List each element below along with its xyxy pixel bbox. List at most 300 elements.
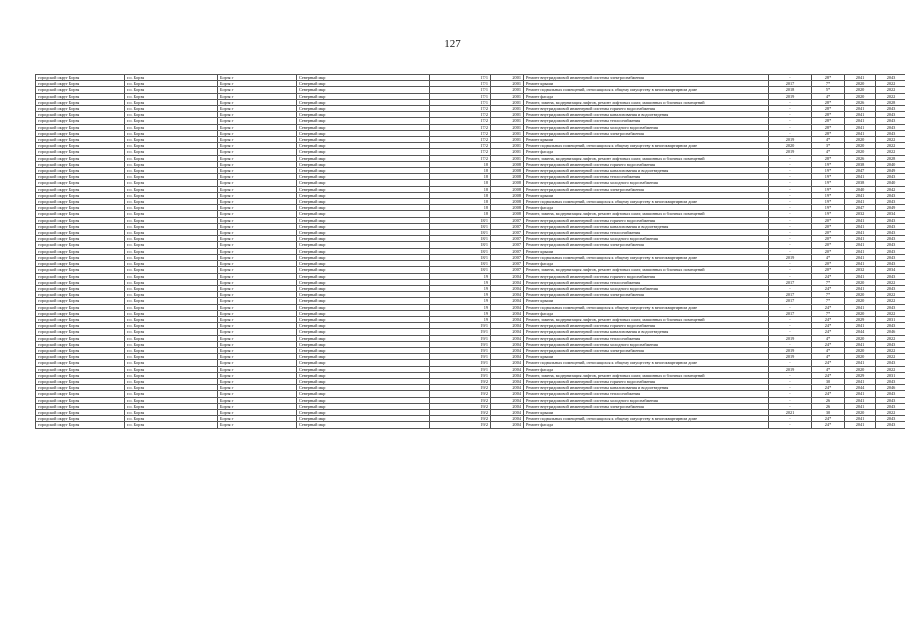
table-cell: Ремонт внутридомовой инженерной системы канализования и водоотведения bbox=[524, 112, 769, 118]
table-cell: Северный мкр bbox=[297, 347, 430, 353]
table-cell: 2001 bbox=[491, 118, 524, 124]
table-cell: - bbox=[769, 261, 812, 267]
table-cell: 19* bbox=[812, 161, 845, 167]
table-cell: 2049 bbox=[876, 205, 905, 211]
table-cell: 19* bbox=[812, 205, 845, 211]
table-cell: 2019 bbox=[769, 335, 812, 341]
table-cell: Борзя г bbox=[218, 112, 297, 118]
table-cell: 2041 bbox=[845, 285, 876, 291]
table-cell: 2020 bbox=[845, 81, 876, 87]
table-cell: городской округ Борзя bbox=[36, 242, 125, 248]
table-cell: 2038 bbox=[845, 161, 876, 167]
table-cell: городской округ Борзя bbox=[36, 285, 125, 291]
table-cell: городской округ Борзя bbox=[36, 217, 125, 223]
table-cell: 2043 bbox=[876, 397, 905, 403]
table-cell: 2043 bbox=[876, 254, 905, 260]
table-cell: 2043 bbox=[876, 304, 905, 310]
table-cell: г.о. Борзя bbox=[125, 403, 218, 409]
table-cell: 2004 bbox=[491, 316, 524, 322]
table-cell: 2022 bbox=[876, 298, 905, 304]
table-cell: Северный мкр bbox=[297, 267, 430, 273]
table-cell: Ремонт подвальных помещений, относящихся к общему имуществу в многоквартирном доме bbox=[524, 254, 769, 260]
table-cell: городской округ Борзя bbox=[36, 292, 125, 298]
table-cell: г.о. Борзя bbox=[125, 81, 218, 87]
table-cell: 19/1 bbox=[430, 341, 491, 347]
table-cell: г.о. Борзя bbox=[125, 223, 218, 229]
table-cell: 19 bbox=[430, 298, 491, 304]
table-cell: Борзя г bbox=[218, 118, 297, 124]
table-cell: 2004 bbox=[491, 378, 524, 384]
table-cell: Северный мкр bbox=[297, 161, 430, 167]
table-cell: городской округ Борзя bbox=[36, 416, 125, 422]
table-cell: городской округ Борзя bbox=[36, 385, 125, 391]
table-cell: городской округ Борзя bbox=[36, 155, 125, 161]
table-cell: г.о. Борзя bbox=[125, 261, 218, 267]
table-cell: 2043 bbox=[876, 422, 905, 428]
table-cell: Борзя г bbox=[218, 174, 297, 180]
table-cell: 24* bbox=[812, 273, 845, 279]
table-cell: 2043 bbox=[876, 248, 905, 254]
table-cell: 18/1 bbox=[430, 248, 491, 254]
table-cell: 24* bbox=[812, 341, 845, 347]
table-cell: 2047 bbox=[845, 168, 876, 174]
table-cell: 18/1 bbox=[430, 254, 491, 260]
table-cell: 2020 bbox=[845, 137, 876, 143]
table-cell: 2020 bbox=[769, 143, 812, 149]
table-cell: 19* bbox=[812, 174, 845, 180]
table-cell: г.о. Борзя bbox=[125, 217, 218, 223]
table-cell: 2022 bbox=[876, 292, 905, 298]
table-cell: 2020 bbox=[845, 143, 876, 149]
table-cell: 2041 bbox=[845, 304, 876, 310]
table-cell: 20* bbox=[812, 236, 845, 242]
table-cell: Борзя г bbox=[218, 93, 297, 99]
table-cell: Северный мкр bbox=[297, 341, 430, 347]
table-cell: Борзя г bbox=[218, 223, 297, 229]
table-cell: 4* bbox=[812, 347, 845, 353]
table-cell: 19 bbox=[430, 279, 491, 285]
table-cell: г.о. Борзя bbox=[125, 124, 218, 130]
table-cell: городской округ Борзя bbox=[36, 192, 125, 198]
table-cell: Северный мкр bbox=[297, 143, 430, 149]
table-cell: 2041 bbox=[845, 341, 876, 347]
table-cell: Северный мкр bbox=[297, 310, 430, 316]
table-cell: 2043 bbox=[876, 236, 905, 242]
table-cell: г.о. Борзя bbox=[125, 391, 218, 397]
table-cell: 7* bbox=[812, 279, 845, 285]
table-cell: 4* bbox=[812, 93, 845, 99]
table-cell: 2017 bbox=[769, 292, 812, 298]
table-cell: 19/1 bbox=[430, 354, 491, 360]
table-cell: городской округ Борзя bbox=[36, 211, 125, 217]
table-cell: Ремонт крыши bbox=[524, 81, 769, 87]
table-cell: городской округ Борзя bbox=[36, 360, 125, 366]
table-cell: 2019 bbox=[769, 354, 812, 360]
table-cell: Ремонт внутридомовой инженерной системы теплоснабжения bbox=[524, 335, 769, 341]
table-cell: Ремонт фасада bbox=[524, 93, 769, 99]
table-cell: городской округ Борзя bbox=[36, 199, 125, 205]
table-cell: 2041 bbox=[845, 106, 876, 112]
table-cell: городской округ Борзя bbox=[36, 99, 125, 105]
table-cell: Северный мкр bbox=[297, 186, 430, 192]
table-cell: Ремонт внутридомовой инженерной системы теплоснабжения bbox=[524, 279, 769, 285]
table-cell: Северный мкр bbox=[297, 155, 430, 161]
table-cell: Борзя г bbox=[218, 130, 297, 136]
table-cell: 2001 bbox=[491, 155, 524, 161]
table-cell: - bbox=[769, 304, 812, 310]
table-cell: Ремонт крыши bbox=[524, 192, 769, 198]
table-cell: Ремонт крыши bbox=[524, 409, 769, 415]
table-cell: 2007 bbox=[491, 242, 524, 248]
table-cell: 2041 bbox=[845, 217, 876, 223]
table-cell: Северный мкр bbox=[297, 211, 430, 217]
table-cell: Борзя г bbox=[218, 422, 297, 428]
table-cell: 28* bbox=[812, 124, 845, 130]
table-cell: Северный мкр bbox=[297, 323, 430, 329]
table-cell: 2041 bbox=[845, 403, 876, 409]
table-cell: 2001 bbox=[491, 137, 524, 143]
table-cell: - bbox=[769, 422, 812, 428]
table-cell: Северный мкр bbox=[297, 254, 430, 260]
table-cell: Борзя г bbox=[218, 99, 297, 105]
table-cell: Борзя г bbox=[218, 261, 297, 267]
table-cell: Борзя г bbox=[218, 335, 297, 341]
table-cell: 2020 bbox=[845, 347, 876, 353]
table-cell: 2043 bbox=[876, 285, 905, 291]
table-cell: 2043 bbox=[876, 378, 905, 384]
table-cell: - bbox=[769, 378, 812, 384]
table-cell: 18 bbox=[430, 180, 491, 186]
table-cell: 2034 bbox=[876, 267, 905, 273]
table-cell: 2041 bbox=[845, 248, 876, 254]
table-cell: Северный мкр bbox=[297, 298, 430, 304]
table-cell: 18 bbox=[430, 174, 491, 180]
table-cell: 2026 bbox=[845, 99, 876, 105]
table-cell: городской округ Борзя bbox=[36, 261, 125, 267]
table-cell: городской округ Борзя bbox=[36, 124, 125, 130]
table-cell: Борзя г bbox=[218, 254, 297, 260]
table-cell: 2018 bbox=[769, 87, 812, 93]
table-cell: 18/1 bbox=[430, 230, 491, 236]
table-cell: Ремонт внутридомовой инженерной системы электроснабжения bbox=[524, 403, 769, 409]
table-cell: 19/1 bbox=[430, 335, 491, 341]
table-cell: 4* bbox=[812, 366, 845, 372]
table-cell: 18 bbox=[430, 211, 491, 217]
table-cell: Борзя г bbox=[218, 273, 297, 279]
table-cell: г.о. Борзя bbox=[125, 149, 218, 155]
table-cell: 19 bbox=[430, 285, 491, 291]
table-cell: 2041 bbox=[845, 422, 876, 428]
table-cell: городской округ Борзя bbox=[36, 279, 125, 285]
table-cell: 2017 bbox=[769, 81, 812, 87]
table-cell: г.о. Борзя bbox=[125, 211, 218, 217]
table-cell: 2041 bbox=[845, 236, 876, 242]
table-cell: Северный мкр bbox=[297, 292, 430, 298]
table-cell: г.о. Борзя bbox=[125, 341, 218, 347]
table-cell: Северный мкр bbox=[297, 81, 430, 87]
table-cell: 2004 bbox=[491, 298, 524, 304]
table-cell: - bbox=[769, 397, 812, 403]
table-cell: 2041 bbox=[845, 397, 876, 403]
table-cell: Борзя г bbox=[218, 192, 297, 198]
table-cell: Борзя г bbox=[218, 298, 297, 304]
table-cell: 2020 bbox=[845, 354, 876, 360]
table-cell: 2043 bbox=[876, 391, 905, 397]
table-cell: Ремонт внутридомовой инженерной системы электроснабжения bbox=[524, 347, 769, 353]
table-cell: 2004 bbox=[491, 285, 524, 291]
table-cell: Борзя г bbox=[218, 323, 297, 329]
table-cell: Ремонт внутридомовой инженерной системы холодного водоснабжения bbox=[524, 124, 769, 130]
table-body bbox=[36, 75, 905, 429]
table-cell: - bbox=[769, 186, 812, 192]
table-cell: 2022 bbox=[876, 143, 905, 149]
table-cell: - bbox=[769, 416, 812, 422]
table-cell: 18/1 bbox=[430, 261, 491, 267]
table-cell: 24* bbox=[812, 329, 845, 335]
table-cell: 2041 bbox=[845, 112, 876, 118]
table-cell: Северный мкр bbox=[297, 130, 430, 136]
table-cell: г.о. Борзя bbox=[125, 397, 218, 403]
table-cell: г.о. Борзя bbox=[125, 174, 218, 180]
table-cell: Северный мкр bbox=[297, 106, 430, 112]
table-cell: Северный мкр bbox=[297, 416, 430, 422]
table-cell: городской округ Борзя bbox=[36, 112, 125, 118]
table-cell: 2032 bbox=[845, 211, 876, 217]
table-cell: 4* bbox=[812, 254, 845, 260]
table-cell: городской округ Борзя bbox=[36, 316, 125, 322]
table-cell: городской округ Борзя bbox=[36, 168, 125, 174]
table-cell: Северный мкр bbox=[297, 118, 430, 124]
table-cell: 18 bbox=[430, 186, 491, 192]
table-cell: г.о. Борзя bbox=[125, 186, 218, 192]
table-cell: - bbox=[769, 360, 812, 366]
table-cell: 2007 bbox=[491, 254, 524, 260]
table-cell: 28* bbox=[812, 99, 845, 105]
table-cell: 19/1 bbox=[430, 372, 491, 378]
table-cell: - bbox=[769, 174, 812, 180]
table-cell: 18/1 bbox=[430, 236, 491, 242]
table-cell: Северный мкр bbox=[297, 273, 430, 279]
table-cell: Борзя г bbox=[218, 416, 297, 422]
table-cell: Северный мкр bbox=[297, 279, 430, 285]
table-cell: 2041 bbox=[845, 360, 876, 366]
table-cell: 2043 bbox=[876, 416, 905, 422]
table-cell: 2004 bbox=[491, 335, 524, 341]
table-cell: 24* bbox=[812, 316, 845, 322]
table-cell: 2049 bbox=[876, 168, 905, 174]
table-cell: 2041 bbox=[845, 323, 876, 329]
table-cell: Северный мкр bbox=[297, 422, 430, 428]
table-cell: 28* bbox=[812, 130, 845, 136]
table-cell: 2041 bbox=[845, 391, 876, 397]
table-cell: 2041 bbox=[845, 230, 876, 236]
table-cell: 19 bbox=[430, 316, 491, 322]
table-cell: - bbox=[769, 391, 812, 397]
table-cell: 2007 bbox=[491, 217, 524, 223]
table-cell: Северный мкр bbox=[297, 378, 430, 384]
table-cell: Северный мкр bbox=[297, 316, 430, 322]
table-cell: 2020 bbox=[845, 149, 876, 155]
table-cell: Борзя г bbox=[218, 285, 297, 291]
table-cell: 2008 bbox=[491, 205, 524, 211]
table-cell: городской округ Борзя bbox=[36, 118, 125, 124]
table-cell: Ремонт внутридомовой инженерной системы горячего водоснабжения bbox=[524, 378, 769, 384]
table-cell: Борзя г bbox=[218, 391, 297, 397]
table-cell: городской округ Борзя bbox=[36, 347, 125, 353]
table-cell: Борзя г bbox=[218, 155, 297, 161]
table-cell: - bbox=[769, 223, 812, 229]
table-cell: 2031 bbox=[876, 316, 905, 322]
table-cell: 2007 bbox=[491, 261, 524, 267]
table-cell: 2028 bbox=[876, 99, 905, 105]
table-cell: 20* bbox=[812, 230, 845, 236]
table-cell: Ремонт подвальных помещений, относящихся к общему имуществу в многоквартирном доме bbox=[524, 143, 769, 149]
table-cell: 24* bbox=[812, 323, 845, 329]
table-cell: 2043 bbox=[876, 130, 905, 136]
table-cell: 2043 bbox=[876, 199, 905, 205]
table-cell: Ремонт внутридомовой инженерной системы холодного водоснабжения bbox=[524, 236, 769, 242]
table-cell: Северный мкр bbox=[297, 385, 430, 391]
table-cell: Северный мкр bbox=[297, 391, 430, 397]
table-cell: Северный мкр bbox=[297, 285, 430, 291]
table-cell: 2043 bbox=[876, 323, 905, 329]
table-cell: 19* bbox=[812, 186, 845, 192]
table-cell: 7* bbox=[812, 292, 845, 298]
table-cell: 2008 bbox=[491, 174, 524, 180]
table-cell: - bbox=[769, 217, 812, 223]
table-cell: г.о. Борзя bbox=[125, 137, 218, 143]
table-cell: 2019 bbox=[769, 149, 812, 155]
table-cell: 2008 bbox=[491, 199, 524, 205]
table-cell: 24* bbox=[812, 422, 845, 428]
table-cell: 2043 bbox=[876, 261, 905, 267]
table-cell: 2041 bbox=[845, 192, 876, 198]
table-cell: 2043 bbox=[876, 403, 905, 409]
table-cell: Борзя г bbox=[218, 329, 297, 335]
table-cell: 2008 bbox=[491, 168, 524, 174]
table-cell: г.о. Борзя bbox=[125, 378, 218, 384]
table-cell: городской округ Борзя bbox=[36, 403, 125, 409]
table-cell: 2001 bbox=[491, 93, 524, 99]
table-cell: 2020 bbox=[845, 292, 876, 298]
table-cell: г.о. Борзя bbox=[125, 254, 218, 260]
table-cell: 2001 bbox=[491, 106, 524, 112]
table-cell: 2020 bbox=[845, 335, 876, 341]
table-cell: г.о. Борзя bbox=[125, 230, 218, 236]
table-cell: 2019 bbox=[769, 137, 812, 143]
table-cell: 2041 bbox=[845, 261, 876, 267]
table-cell: - bbox=[769, 285, 812, 291]
table-cell: 2041 bbox=[845, 174, 876, 180]
table-cell: 19/1 bbox=[430, 347, 491, 353]
table-cell: г.о. Борзя bbox=[125, 329, 218, 335]
table-cell: 2004 bbox=[491, 416, 524, 422]
table-cell: 2001 bbox=[491, 124, 524, 130]
table-cell: г.о. Борзя bbox=[125, 354, 218, 360]
table-cell: 2020 bbox=[845, 93, 876, 99]
table-cell: 2004 bbox=[491, 422, 524, 428]
table-cell: 18/1 bbox=[430, 242, 491, 248]
table-cell: 28* bbox=[812, 106, 845, 112]
table-cell: 2022 bbox=[876, 335, 905, 341]
table-cell: 2022 bbox=[876, 279, 905, 285]
table-cell: Борзя г bbox=[218, 137, 297, 143]
table-cell: 2041 bbox=[845, 416, 876, 422]
table-cell: г.о. Борзя bbox=[125, 112, 218, 118]
table-cell: городской округ Борзя bbox=[36, 372, 125, 378]
table-cell: городской округ Борзя bbox=[36, 81, 125, 87]
table-cell: г.о. Борзя bbox=[125, 130, 218, 136]
table-cell: Борзя г bbox=[218, 180, 297, 186]
table-cell: 19 bbox=[430, 273, 491, 279]
table-cell: Ремонт фасада bbox=[524, 261, 769, 267]
table-cell: Борзя г bbox=[218, 292, 297, 298]
table-cell: Борзя г bbox=[218, 199, 297, 205]
table-cell: 20* bbox=[812, 242, 845, 248]
table-cell: г.о. Борзя bbox=[125, 285, 218, 291]
table-cell: Северный мкр bbox=[297, 192, 430, 198]
table-cell: Северный мкр bbox=[297, 112, 430, 118]
table-cell: Ремонт внутридомовой инженерной системы теплоснабжения bbox=[524, 118, 769, 124]
table-cell: Северный мкр bbox=[297, 223, 430, 229]
table-cell: Ремонт внутридомовой инженерной системы теплоснабжения bbox=[524, 230, 769, 236]
table-cell: 2001 bbox=[491, 143, 524, 149]
table-cell: 2043 bbox=[876, 223, 905, 229]
table-cell: 30 bbox=[812, 409, 845, 415]
table-cell: Борзя г bbox=[218, 403, 297, 409]
table-cell: г.о. Борзя bbox=[125, 242, 218, 248]
table-cell: 2020 bbox=[845, 310, 876, 316]
table-cell: 2043 bbox=[876, 106, 905, 112]
table-cell: городской округ Борзя bbox=[36, 422, 125, 428]
table-cell: 17/1 bbox=[430, 81, 491, 87]
table-cell: 2041 bbox=[845, 75, 876, 81]
table-cell: 2043 bbox=[876, 174, 905, 180]
table-cell: 2004 bbox=[491, 310, 524, 316]
table-cell: Северный мкр bbox=[297, 248, 430, 254]
table-cell: - bbox=[769, 106, 812, 112]
table-cell: 19/1 bbox=[430, 323, 491, 329]
table-cell: г.о. Борзя bbox=[125, 292, 218, 298]
table-cell: Борзя г bbox=[218, 106, 297, 112]
table-cell: 2041 bbox=[845, 124, 876, 130]
table-cell: Борзя г bbox=[218, 310, 297, 316]
table-cell: - bbox=[769, 230, 812, 236]
table-cell: 18 bbox=[430, 205, 491, 211]
table-cell: - bbox=[769, 403, 812, 409]
table-cell: 2044 bbox=[845, 329, 876, 335]
table-cell: городской округ Борзя bbox=[36, 174, 125, 180]
table-cell: Борзя г bbox=[218, 248, 297, 254]
table-cell: 19/2 bbox=[430, 385, 491, 391]
table-cell: - bbox=[769, 205, 812, 211]
table-cell: 2043 bbox=[876, 341, 905, 347]
table-cell: 2047 bbox=[845, 205, 876, 211]
table-cell: 2020 bbox=[845, 366, 876, 372]
table-cell: Ремонт внутридомовой инженерной системы канализования и водоотведения bbox=[524, 168, 769, 174]
table-cell: 2007 bbox=[491, 248, 524, 254]
table-cell: 2017 bbox=[769, 310, 812, 316]
table-cell: Северный мкр bbox=[297, 360, 430, 366]
table-cell: Северный мкр bbox=[297, 168, 430, 174]
table-cell: 2001 bbox=[491, 112, 524, 118]
table-cell: Ремонт внутридомовой инженерной системы электроснабжения bbox=[524, 186, 769, 192]
table-cell: Ремонт фасада bbox=[524, 310, 769, 316]
table-cell: г.о. Борзя bbox=[125, 335, 218, 341]
table-cell: 2022 bbox=[876, 149, 905, 155]
table-cell: 28* bbox=[812, 118, 845, 124]
table-cell: 4* bbox=[812, 149, 845, 155]
